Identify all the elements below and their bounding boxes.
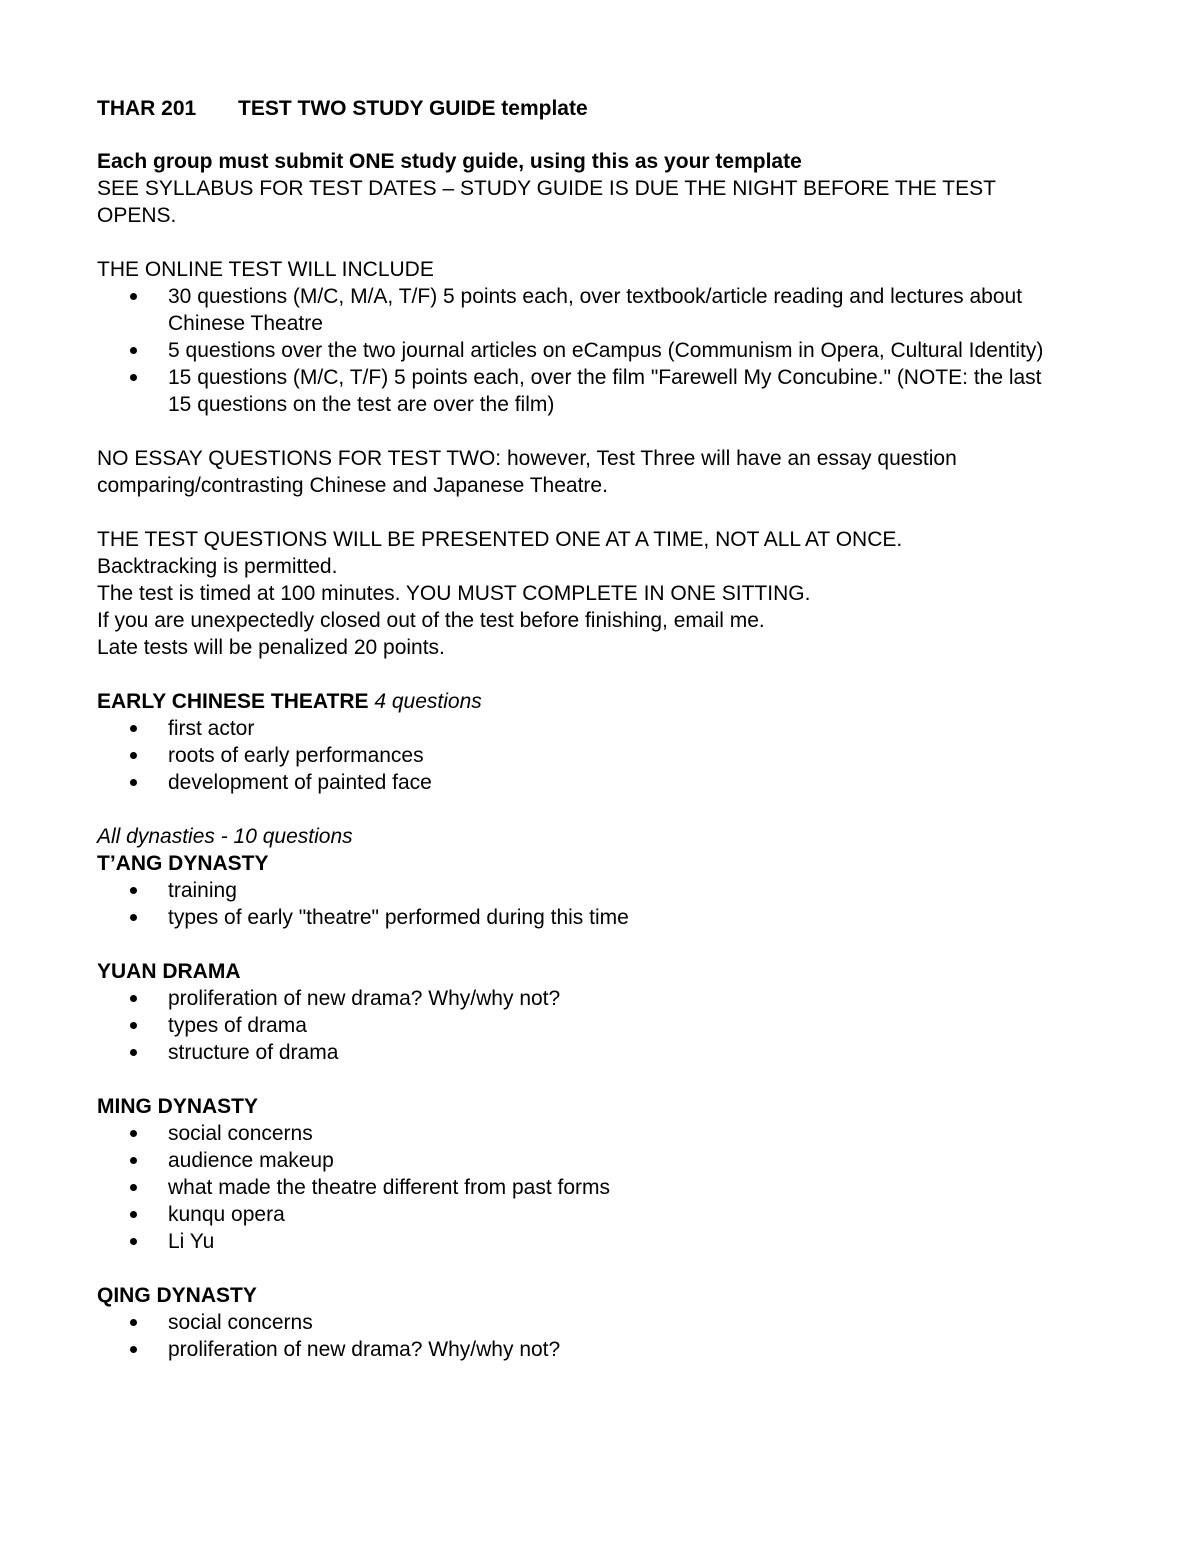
- list-item: 5 questions over the two journal articles on eCampus (Communism in Opera, Cultural Identity): [97, 337, 1057, 364]
- document-page: [97, 95, 1057, 1363]
- bullet-icon: [130, 347, 137, 354]
- list-item: proliferation of new drama? Why/why not?: [97, 1336, 1057, 1363]
- rule-line: The test is timed at 100 minutes. YOU MUST COMPLETE IN ONE SITTING.: [97, 582, 811, 605]
- all-dynasties-note: All dynasties - 10 questions: [97, 825, 353, 848]
- group-note: Each group must submit ONE study guide, using this as your template: [97, 150, 802, 173]
- early-theatre-heading-line: [97, 688, 1057, 715]
- qing-list: [97, 1309, 1057, 1363]
- ming-heading: MING DYNASTY: [97, 1095, 259, 1118]
- qing-heading: QING DYNASTY: [97, 1284, 257, 1307]
- list-item: types of drama: [97, 1012, 1057, 1039]
- bullet-icon: [130, 887, 137, 894]
- document-title: [97, 95, 1057, 122]
- bullet-icon: [130, 1130, 137, 1137]
- list-item: what made the theatre different from past forms: [97, 1174, 1057, 1201]
- bullet-icon: [130, 779, 137, 786]
- online-test-heading: THE ONLINE TEST WILL INCLUDE: [97, 258, 434, 281]
- tang-heading: T’ANG DYNASTY: [97, 852, 269, 875]
- list-item: roots of early performances: [97, 742, 1057, 769]
- list-item: social concerns: [97, 1120, 1057, 1147]
- list-item: training: [97, 877, 1057, 904]
- course-code: THAR 201: [97, 97, 197, 120]
- bullet-icon: [130, 293, 137, 300]
- list-item: kunqu opera: [97, 1201, 1057, 1228]
- list-item: first actor: [97, 715, 1057, 742]
- list-item: development of painted face: [97, 769, 1057, 796]
- essay-note: NO ESSAY QUESTIONS FOR TEST TWO: however, Test Three will have an essay question comparing/contrasting Chinese and Japanese Theatre.: [97, 447, 963, 497]
- bullet-icon: [130, 1346, 137, 1353]
- online-test-list: [97, 283, 1057, 418]
- yuan-heading: YUAN DRAMA: [97, 960, 241, 983]
- list-item: 30 questions (M/C, M/A, T/F) 5 points each, over textbook/article reading and lectures about Chinese Theatre: [97, 283, 1057, 337]
- bullet-icon: [130, 1238, 137, 1245]
- bullet-icon: [130, 1157, 137, 1164]
- list-item: social concerns: [97, 1309, 1057, 1336]
- early-theatre-heading: EARLY CHINESE THEATRE: [97, 690, 369, 713]
- rule-line: Late tests will be penalized 20 points.: [97, 636, 445, 659]
- list-item: 15 questions (M/C, T/F) 5 points each, over the film "Farewell My Concubine." (NOTE: the last 15 questions on the test are over the film): [97, 364, 1057, 418]
- bullet-icon: [130, 914, 137, 921]
- bullet-icon: [130, 1211, 137, 1218]
- bullet-icon: [130, 374, 137, 381]
- bullet-icon: [130, 752, 137, 759]
- yuan-list: [97, 985, 1057, 1066]
- tang-list: [97, 877, 1057, 931]
- bullet-icon: [130, 1049, 137, 1056]
- early-theatre-list: [97, 715, 1057, 796]
- list-item: audience makeup: [97, 1147, 1057, 1174]
- bullet-icon: [130, 1022, 137, 1029]
- bullet-icon: [130, 1184, 137, 1191]
- rule-line: THE TEST QUESTIONS WILL BE PRESENTED ONE AT A TIME, NOT ALL AT ONCE.: [97, 528, 903, 551]
- ming-list: [97, 1120, 1057, 1255]
- list-item: Li Yu: [97, 1228, 1057, 1255]
- early-theatre-count: 4 questions: [374, 690, 482, 713]
- bullet-icon: [130, 725, 137, 732]
- bullet-icon: [130, 1319, 137, 1326]
- rule-line: If you are unexpectedly closed out of the test before finishing, email me.: [97, 609, 765, 632]
- guide-title: TEST TWO STUDY GUIDE template: [238, 97, 588, 120]
- rule-line: Backtracking is permitted.: [97, 555, 338, 578]
- list-item: structure of drama: [97, 1039, 1057, 1066]
- list-item: types of early "theatre" performed during this time: [97, 904, 1057, 931]
- bullet-icon: [130, 995, 137, 1002]
- list-item: proliferation of new drama? Why/why not?: [97, 985, 1057, 1012]
- due-note: SEE SYLLABUS FOR TEST DATES – STUDY GUIDE IS DUE THE NIGHT BEFORE THE TEST OPENS.: [97, 177, 1002, 227]
